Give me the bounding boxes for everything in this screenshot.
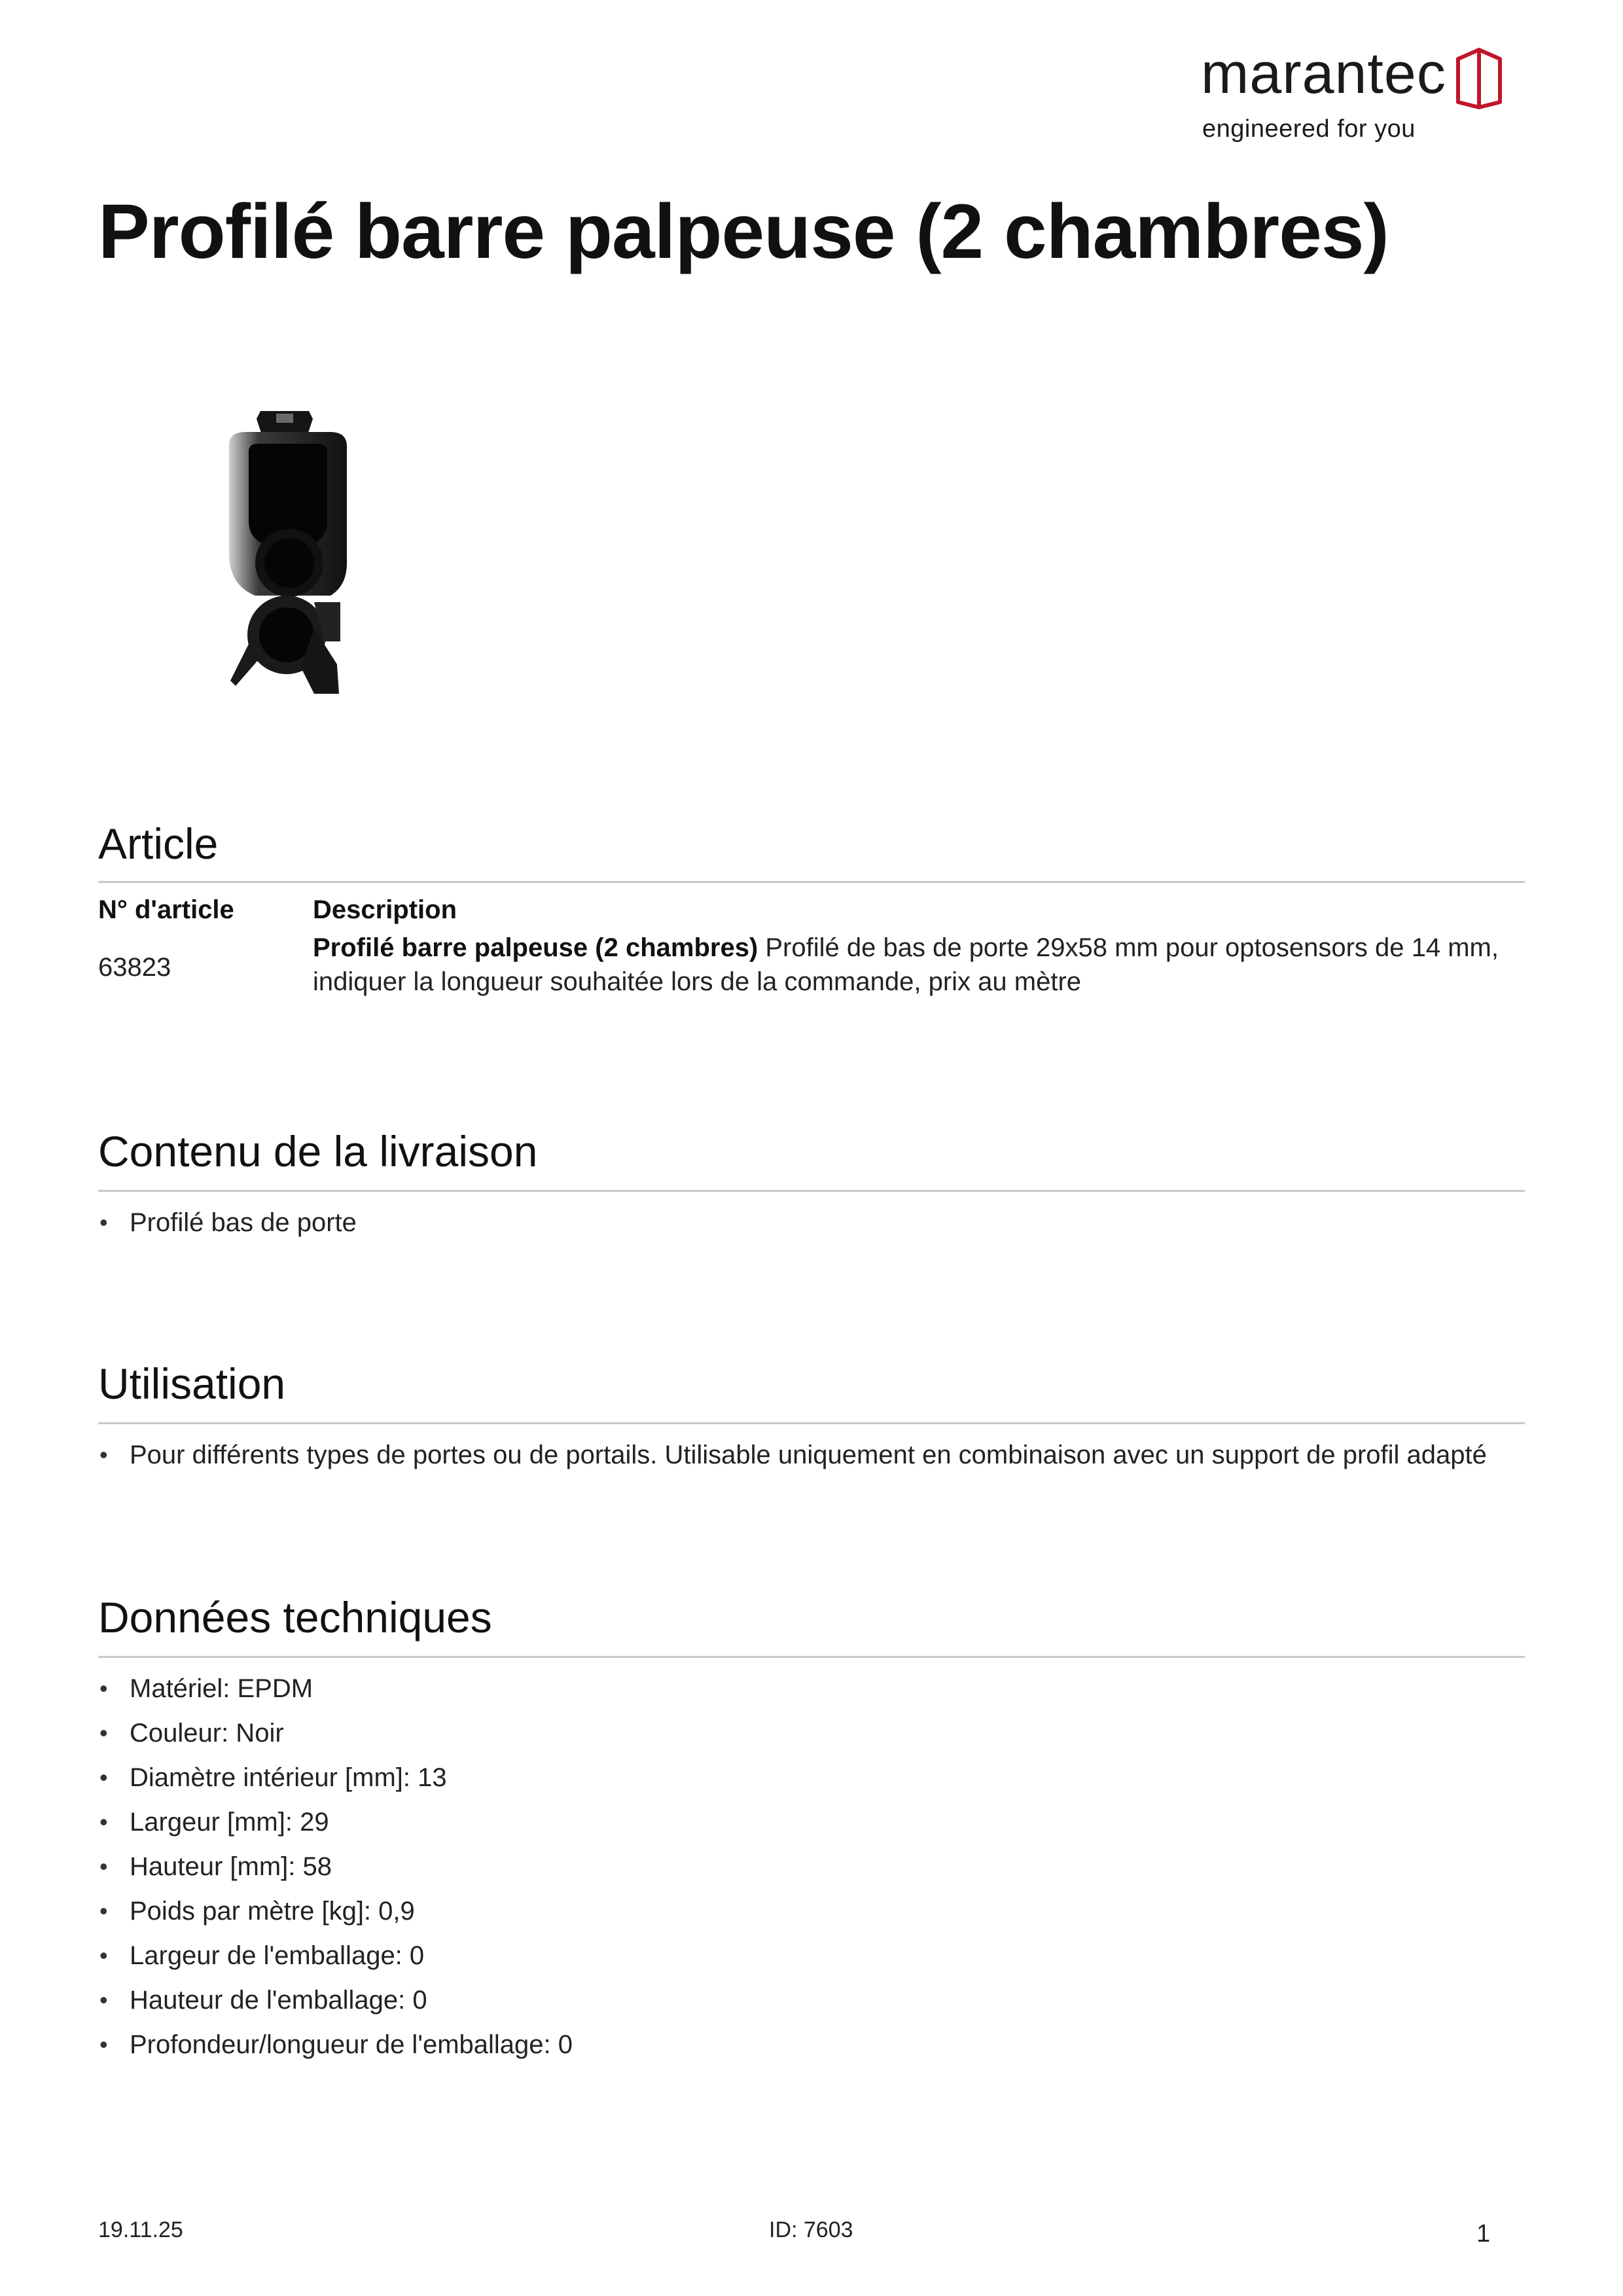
logo-wordmark: marantec bbox=[1201, 41, 1446, 105]
list-item: • Hauteur de l'emballage: 0 bbox=[98, 1978, 573, 2022]
list-item: • Couleur: Noir bbox=[98, 1711, 573, 1755]
footer-date: 19.11.25 bbox=[98, 2217, 183, 2242]
product-profile-image bbox=[216, 406, 360, 700]
usage-list bbox=[98, 1433, 1487, 1477]
list-item: • Diamètre intérieur [mm]: 13 bbox=[98, 1755, 573, 1800]
technical-data-list bbox=[98, 1666, 573, 2067]
logo-tagline: engineered for you bbox=[1202, 115, 1416, 143]
list-item: • Largeur de l'emballage: 0 bbox=[98, 1933, 573, 1978]
technical-data-section bbox=[98, 1592, 1525, 2059]
footer-page-number: 1 bbox=[1476, 2220, 1491, 2248]
delivery-contents-heading: Contenu de la livraison bbox=[98, 1127, 538, 1175]
article-description bbox=[313, 931, 1524, 999]
section-divider bbox=[98, 1190, 1525, 1192]
footer-document-id: ID: 7603 bbox=[769, 2217, 853, 2242]
list-item: • Profilé bas de porte bbox=[98, 1200, 357, 1245]
delivery-contents-section bbox=[98, 1126, 1525, 1237]
article-description-text: Profilé de bas de porte 29x58 mm pour optosensors de 14 mm, indiquer la longueur souhaitée lors de la commande, prix au mètre bbox=[313, 933, 1499, 996]
article-section bbox=[98, 818, 1525, 996]
article-number-column-header: N° d'article bbox=[98, 895, 234, 924]
article-number: 63823 bbox=[98, 953, 171, 982]
usage-heading: Utilisation bbox=[98, 1359, 286, 1408]
description-column-header: Description bbox=[313, 895, 457, 924]
section-divider bbox=[98, 1656, 1525, 1658]
marantec-door-icon bbox=[1453, 45, 1505, 113]
marantec-logo bbox=[1201, 41, 1502, 149]
list-item: • Largeur [mm]: 29 bbox=[98, 1800, 573, 1844]
article-description-title: Profilé barre palpeuse (2 chambres) bbox=[313, 933, 758, 962]
page-title: Profilé barre palpeuse (2 chambres) bbox=[98, 188, 1389, 275]
article-heading: Article bbox=[98, 819, 219, 868]
delivery-contents-list bbox=[98, 1200, 357, 1245]
technical-data-heading: Données techniques bbox=[98, 1593, 492, 1641]
list-item: • Matériel: EPDM bbox=[98, 1666, 573, 1711]
list-item: • Poids par mètre [kg]: 0,9 bbox=[98, 1889, 573, 1933]
list-item: • Profondeur/longueur de l'emballage: 0 bbox=[98, 2022, 573, 2067]
section-divider bbox=[98, 1422, 1525, 1424]
list-item: • Pour différents types de portes ou de portails. Utilisable uniquement en combinaison avec un support de profil adapté bbox=[98, 1433, 1487, 1477]
section-divider bbox=[98, 881, 1525, 883]
usage-section bbox=[98, 1358, 1525, 1469]
list-item: • Hauteur [mm]: 58 bbox=[98, 1844, 573, 1889]
